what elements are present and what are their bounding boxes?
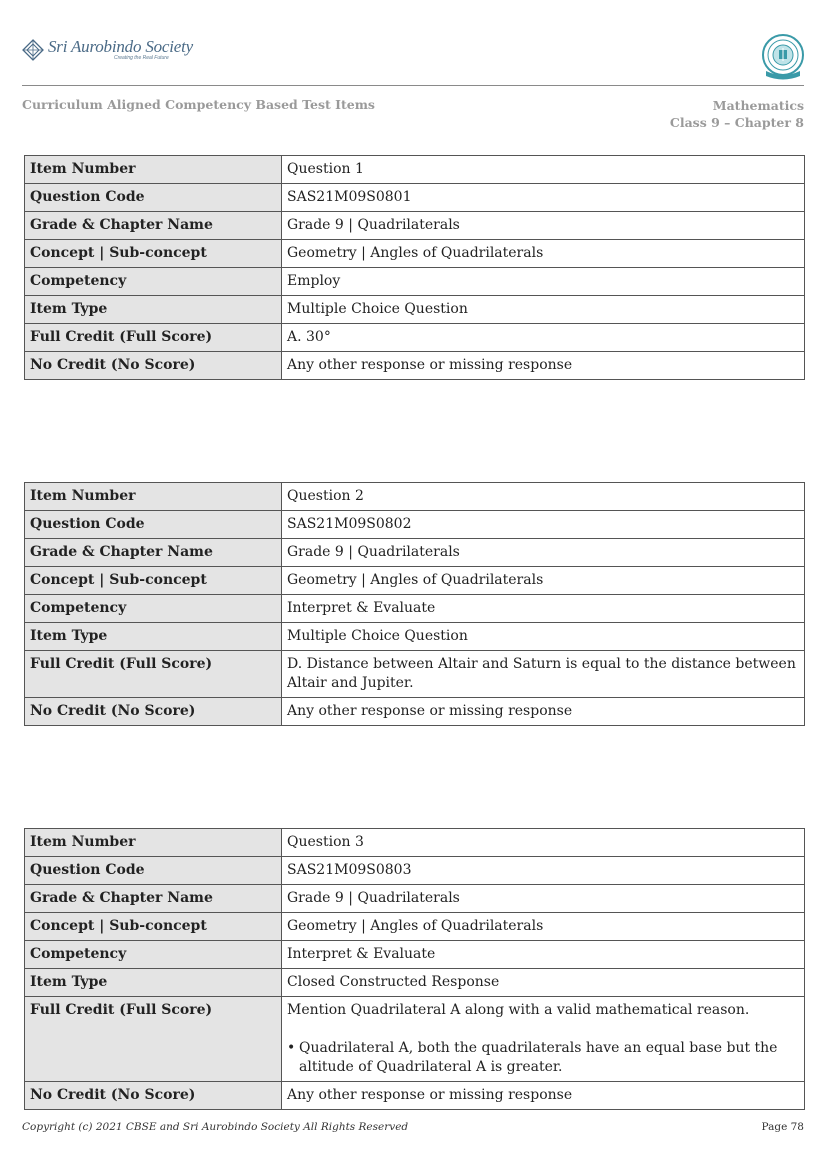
value-cell: D. Distance between Altair and Saturn is equal to the distance between Altair and Jupiter. [282,651,805,698]
table-row [25,595,805,623]
society-emblem-icon [22,39,44,61]
label-cell: Item Number [25,829,282,857]
label-cell: Question Code [25,511,282,539]
table-row [25,184,805,212]
label-cell: No Credit (No Score) [25,698,282,726]
table-row [25,296,805,324]
label-cell: Competency [25,595,282,623]
label-cell: Competency [25,941,282,969]
value-cell: Grade 9 | Quadrilaterals [282,539,805,567]
table-row [25,623,805,651]
label-cell: Question Code [25,184,282,212]
table-row [25,941,805,969]
label-cell: Grade & Chapter Name [25,539,282,567]
label-cell: Item Number [25,156,282,184]
table-row [25,885,805,913]
value-cell: Geometry | Angles of Quadrilaterals [282,567,805,595]
sri-aurobindo-society-logo [22,38,193,61]
value-cell: Geometry | Angles of Quadrilaterals [282,913,805,941]
label-cell: Competency [25,268,282,296]
value-cell: SAS21M09S0801 [282,184,805,212]
value-cell: Grade 9 | Quadrilaterals [282,212,805,240]
table-row [25,212,805,240]
table-row [25,352,805,380]
page-number: Page 78 [761,1121,804,1133]
logo-tagline: Creating the Real Future [114,55,169,61]
label-cell: Concept | Sub-concept [25,913,282,941]
value-cell: Any other response or missing response [282,352,805,380]
label-cell: No Credit (No Score) [25,352,282,380]
table-row [25,1082,805,1110]
label-cell: Question Code [25,857,282,885]
value-cell: A. 30° [282,324,805,352]
value-cell [282,997,805,1082]
bullet-icon: • [287,1040,296,1056]
cbse-seal-icon [760,33,806,81]
item-table-question-3 [24,828,805,1110]
table-row [25,829,805,857]
value-cell: Geometry | Angles of Quadrilaterals [282,240,805,268]
full-credit-bullet [287,1039,799,1077]
label-cell: Item Type [25,623,282,651]
document-title: Curriculum Aligned Competency Based Test Items [22,97,375,112]
table-row [25,539,805,567]
table-row [25,651,805,698]
label-cell: Grade & Chapter Name [25,885,282,913]
label-cell: Item Type [25,969,282,997]
table-row [25,511,805,539]
value-cell: Closed Constructed Response [282,969,805,997]
value-cell: Question 3 [282,829,805,857]
bullet-text: Quadrilateral A, both the quadrilaterals have an equal base but the altitude of Quadrilateral A is greater. [299,1040,778,1075]
label-cell: Concept | Sub-concept [25,567,282,595]
value-cell: Employ [282,268,805,296]
value-cell: Question 2 [282,483,805,511]
label-cell: Concept | Sub-concept [25,240,282,268]
label-cell: Full Credit (Full Score) [25,651,282,698]
label-cell: Full Credit (Full Score) [25,324,282,352]
table-row [25,156,805,184]
label-cell: Item Type [25,296,282,324]
subject-label: Mathematics [712,98,804,113]
full-credit-text: Mention Quadrilateral A along with a valid mathematical reason. [287,1002,750,1018]
table-row [25,969,805,997]
value-cell: Multiple Choice Question [282,623,805,651]
value-cell: Multiple Choice Question [282,296,805,324]
label-cell: No Credit (No Score) [25,1082,282,1110]
table-row [25,997,805,1082]
table-row [25,324,805,352]
table-row [25,913,805,941]
class-chapter-label: Class 9 – Chapter 8 [669,115,804,130]
value-cell: Question 1 [282,156,805,184]
value-cell: Any other response or missing response [282,698,805,726]
value-cell: Interpret & Evaluate [282,595,805,623]
value-cell: SAS21M09S0803 [282,857,805,885]
table-row [25,567,805,595]
subject-info [670,97,804,131]
table-row [25,483,805,511]
header-divider [22,85,804,86]
value-cell: Any other response or missing response [282,1082,805,1110]
label-cell: Item Number [25,483,282,511]
item-table-question-1 [24,155,805,380]
table-row [25,240,805,268]
label-cell: Grade & Chapter Name [25,212,282,240]
value-cell: Grade 9 | Quadrilaterals [282,885,805,913]
logo-wordmark: Sri Aurobindo Society [48,37,194,56]
copyright-notice: Copyright (c) 2021 CBSE and Sri Aurobindo Society All Rights Reserved [22,1121,409,1133]
table-row [25,857,805,885]
value-cell: SAS21M09S0802 [282,511,805,539]
table-row [25,268,805,296]
label-cell: Full Credit (Full Score) [25,997,282,1082]
item-table-question-2 [24,482,805,726]
table-row [25,698,805,726]
value-cell: Interpret & Evaluate [282,941,805,969]
